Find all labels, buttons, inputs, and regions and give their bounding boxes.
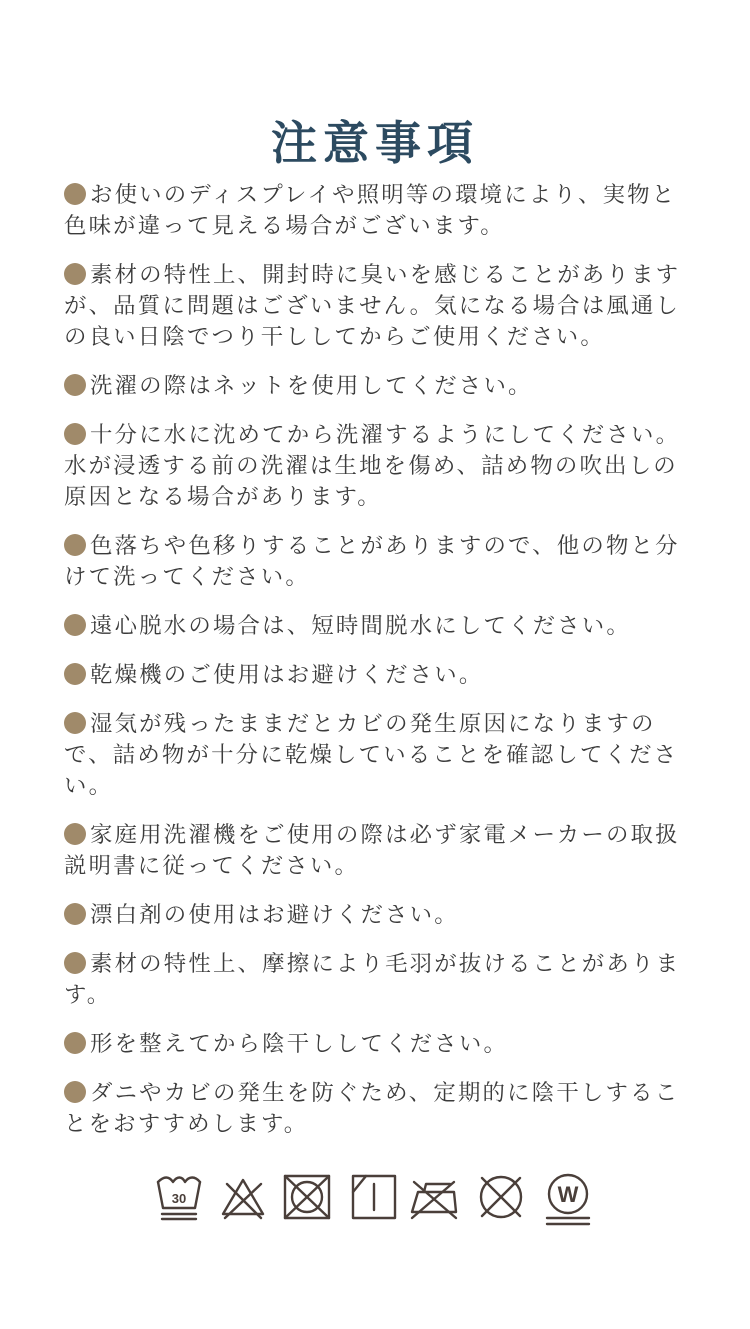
line-dry-shade-icon (350, 1172, 398, 1222)
note-item (64, 900, 689, 931)
note-item (64, 260, 689, 353)
note-text: 形を整えてから陰干ししてください。 (90, 1031, 509, 1057)
note-item (64, 371, 689, 402)
note-text: 洗濯の際はネットを使用してください。 (90, 373, 533, 399)
note-text: 家庭用洗濯機をご使用の際は必ず家電メーカーの取扱説明書に従ってください。 (64, 822, 680, 879)
note-item (64, 420, 689, 513)
note-item (64, 611, 689, 642)
bullet-dot (64, 614, 86, 636)
note-text: お使いのディスプレイや照明等の環境により、実物と色味が違って見える場合がございます。 (64, 182, 677, 239)
bullet-dot (64, 423, 86, 445)
no-dry-clean-icon (476, 1172, 526, 1222)
note-text: 漂白剤の使用はお避けください。 (90, 902, 459, 928)
note-item (64, 180, 689, 242)
no-iron-icon (408, 1172, 460, 1222)
wet-clean-label: W (557, 1182, 579, 1207)
note-item (64, 709, 689, 802)
bullet-dot (64, 823, 86, 845)
note-item (64, 1078, 689, 1140)
note-text: ダニやカビの発生を防ぐため、定期的に陰干しすることをおすすめします。 (64, 1080, 680, 1137)
bullet-dot (64, 374, 86, 396)
note-item (64, 820, 689, 882)
bullet-dot (64, 903, 86, 925)
bullet-dot (64, 534, 86, 556)
note-item (64, 1029, 689, 1060)
bullet-dot (64, 663, 86, 685)
bullet-dot (64, 952, 86, 974)
care-symbols-row (0, 1172, 750, 1232)
wet-clean-gentle-icon (543, 1172, 593, 1228)
note-text: 乾燥機のご使用はお避けください。 (90, 662, 484, 688)
note-item (64, 531, 689, 593)
note-item (64, 660, 689, 691)
page-title: 注意事項 (271, 115, 479, 170)
note-text: 色落ちや色移りすることがありますので、他の物と分けて洗ってください。 (64, 533, 680, 590)
bullet-dot (64, 1081, 86, 1103)
bullet-dot (64, 183, 86, 205)
note-text: 十分に水に沈めてから洗濯するようにしてください。水が浸透する前の洗濯は生地を傷め、詰め物の吹出しの原因となる場合があります。 (64, 422, 681, 510)
bullet-dot (64, 1032, 86, 1054)
notes-list (64, 180, 689, 1158)
note-text: 素材の特性上、摩擦により毛羽が抜けることがあります。 (64, 951, 681, 1008)
note-item (64, 949, 689, 1011)
wash-temp-label: 30 (171, 1191, 187, 1206)
no-tumble-dry-icon (282, 1172, 332, 1222)
bullet-dot (64, 712, 86, 734)
note-text: 湿気が残ったままだとカビの発生原因になりますので、詰め物が十分に乾燥していることを確認してください。 (64, 711, 679, 799)
note-text: 素材の特性上、開封時に臭いを感じることがありますが、品質に問題はございません。気になる場合は風通しの良い日陰でつり干ししてからご使用ください。 (64, 262, 681, 350)
note-text: 遠心脱水の場合は、短時間脱水にしてください。 (90, 613, 631, 639)
wash-30-gentle-icon (155, 1172, 203, 1222)
no-bleach-icon (219, 1172, 267, 1222)
bullet-dot (64, 263, 86, 285)
